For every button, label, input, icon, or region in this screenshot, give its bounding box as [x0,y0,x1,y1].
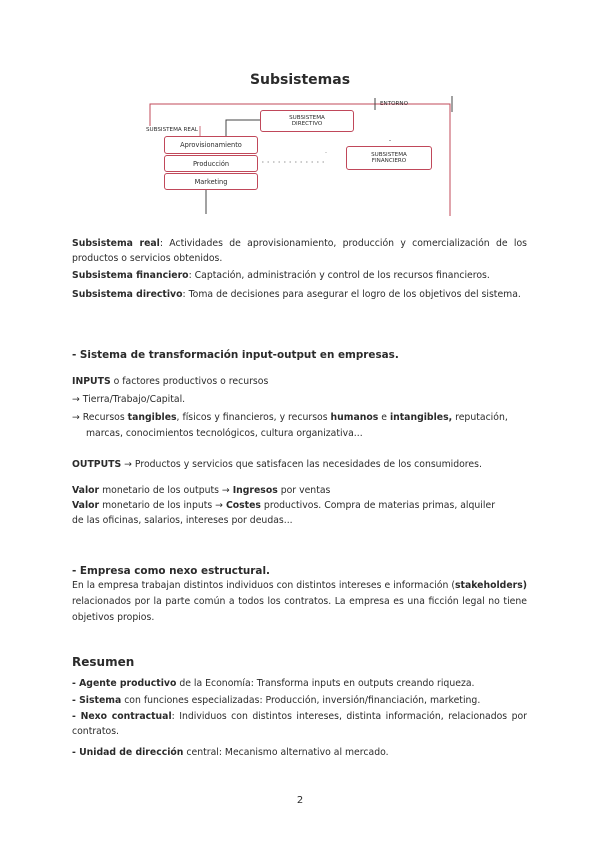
nexo-paragraph [72,578,527,626]
inputs-arrow-2 [72,411,508,424]
valor1-end: por ventas [277,485,331,496]
resumen-item-3 [72,709,527,739]
aprovisionamiento-box: Aprovisionamiento [164,136,258,154]
def-directivo [72,287,527,302]
subsistema-real-label: SUBSISTEMA REAL [146,127,198,133]
inputs-text: o factores productivos o recursos [110,376,269,387]
financiero-line2: FINANCIERO [371,158,407,164]
nexo-text-a: En la empresa trabajan distintos individuos con distintos intereses e información ( [72,580,455,591]
def-real-text: : Actividades de aprovisionamiento, producción y comercialización de los productos o servicios obtenidos. [72,238,527,264]
valor2-end: productivos. Compra de materias primas, alquiler [260,500,496,511]
nexo-text-c: relacionados por la parte común a todos los contratos. La empresa es una ficción legal no tiene objetivos propios. [72,596,527,623]
valor2-term: Valor [72,500,100,511]
resumen-heading: Resumen [72,655,135,669]
def-financiero [72,268,527,283]
resumen-4-text: central: Mecanismo alternativo al mercado. [183,747,389,758]
resumen-2-bold: - Sistema [72,695,122,706]
directivo-line1: SUBSISTEMA [289,114,325,121]
valor1-bold: Ingresos [232,485,278,496]
valor2-text: monetario de los inputs → [99,500,226,511]
resumen-3-bold: - Nexo contractual [72,711,172,722]
inputs-arrow-2-cont: marcas, conocimientos tecnológicos, cultura organizativa... [86,428,363,439]
resumen-1-text: de la Economía: Transforma inputs en outputs creando riqueza. [176,678,475,689]
arrow2-e: e [378,412,390,423]
financiero-line1: SUBSISTEMA [371,151,407,158]
financiero-box [346,146,432,170]
resumen-1-bold: - Agente productivo [72,678,177,689]
def-fin-text: : Captación, administración y control de los recursos financieros. [188,270,490,281]
valor-inputs-line [72,499,495,512]
def-dir-term: Subsistema directivo [72,289,183,300]
def-fin-term: Subsistema financiero [72,270,189,281]
resumen-2-text: con funciones especializadas: Producción, inversión/financiación, marketing. [121,695,481,706]
io-heading: - Sistema de transformación input-output en empresas. [72,349,399,361]
arrow2-c: , físicos y financieros, y recursos [176,412,331,423]
produccion-box: Producción [164,155,258,172]
resumen-3-text: : Individuos con distintos intereses, distinta información, relacionados por contratos. [72,711,528,737]
outputs-term: OUTPUTS [72,459,122,470]
def-real-term: Subsistema real [72,238,160,249]
valor-inputs-cont: de las oficinas, salarios, intereses por deudas... [72,515,293,526]
page-title: Subsistemas [249,72,351,88]
subsystems-diagram [140,96,470,216]
arrow2-g: reputación, [452,412,508,423]
arrow2-d: humanos [330,412,379,423]
valor1-term: Valor [72,485,100,496]
def-dir-text: : Toma de decisiones para asegurar el logro de los objetivos del sistema. [182,289,521,300]
nexo-text-b: stakeholders) [454,580,527,591]
resumen-item-4 [72,746,389,759]
nexo-heading: - Empresa como nexo estructural. [72,565,270,577]
inputs-line [72,375,268,388]
valor2-bold: Costes [225,500,261,511]
outputs-text: → Productos y servicios que satisfacen las necesidades de los consumidores. [121,459,482,470]
page-number: 2 [296,795,304,806]
valor1-text: monetario de los outputs → [99,485,233,496]
arrow2-f: intangibles, [389,412,453,423]
inputs-term: INPUTS [72,376,111,387]
resumen-4-bold: - Unidad de dirección [72,747,184,758]
outputs-line [72,458,482,471]
valor-outputs-line [72,484,330,497]
directivo-line2: DIRECTIVO [291,121,323,127]
inputs-arrow-1: → Tierra/Trabajo/Capital. [72,394,186,405]
resumen-item-1 [72,677,474,690]
resumen-item-2 [72,694,480,707]
arrow2-b: tangibles [127,412,177,423]
def-real [72,236,527,266]
marketing-box: Marketing [164,173,258,190]
entorno-label: ENTORNO [380,101,409,107]
arrow2-a: → Recursos [72,412,128,423]
directivo-box [260,110,354,132]
